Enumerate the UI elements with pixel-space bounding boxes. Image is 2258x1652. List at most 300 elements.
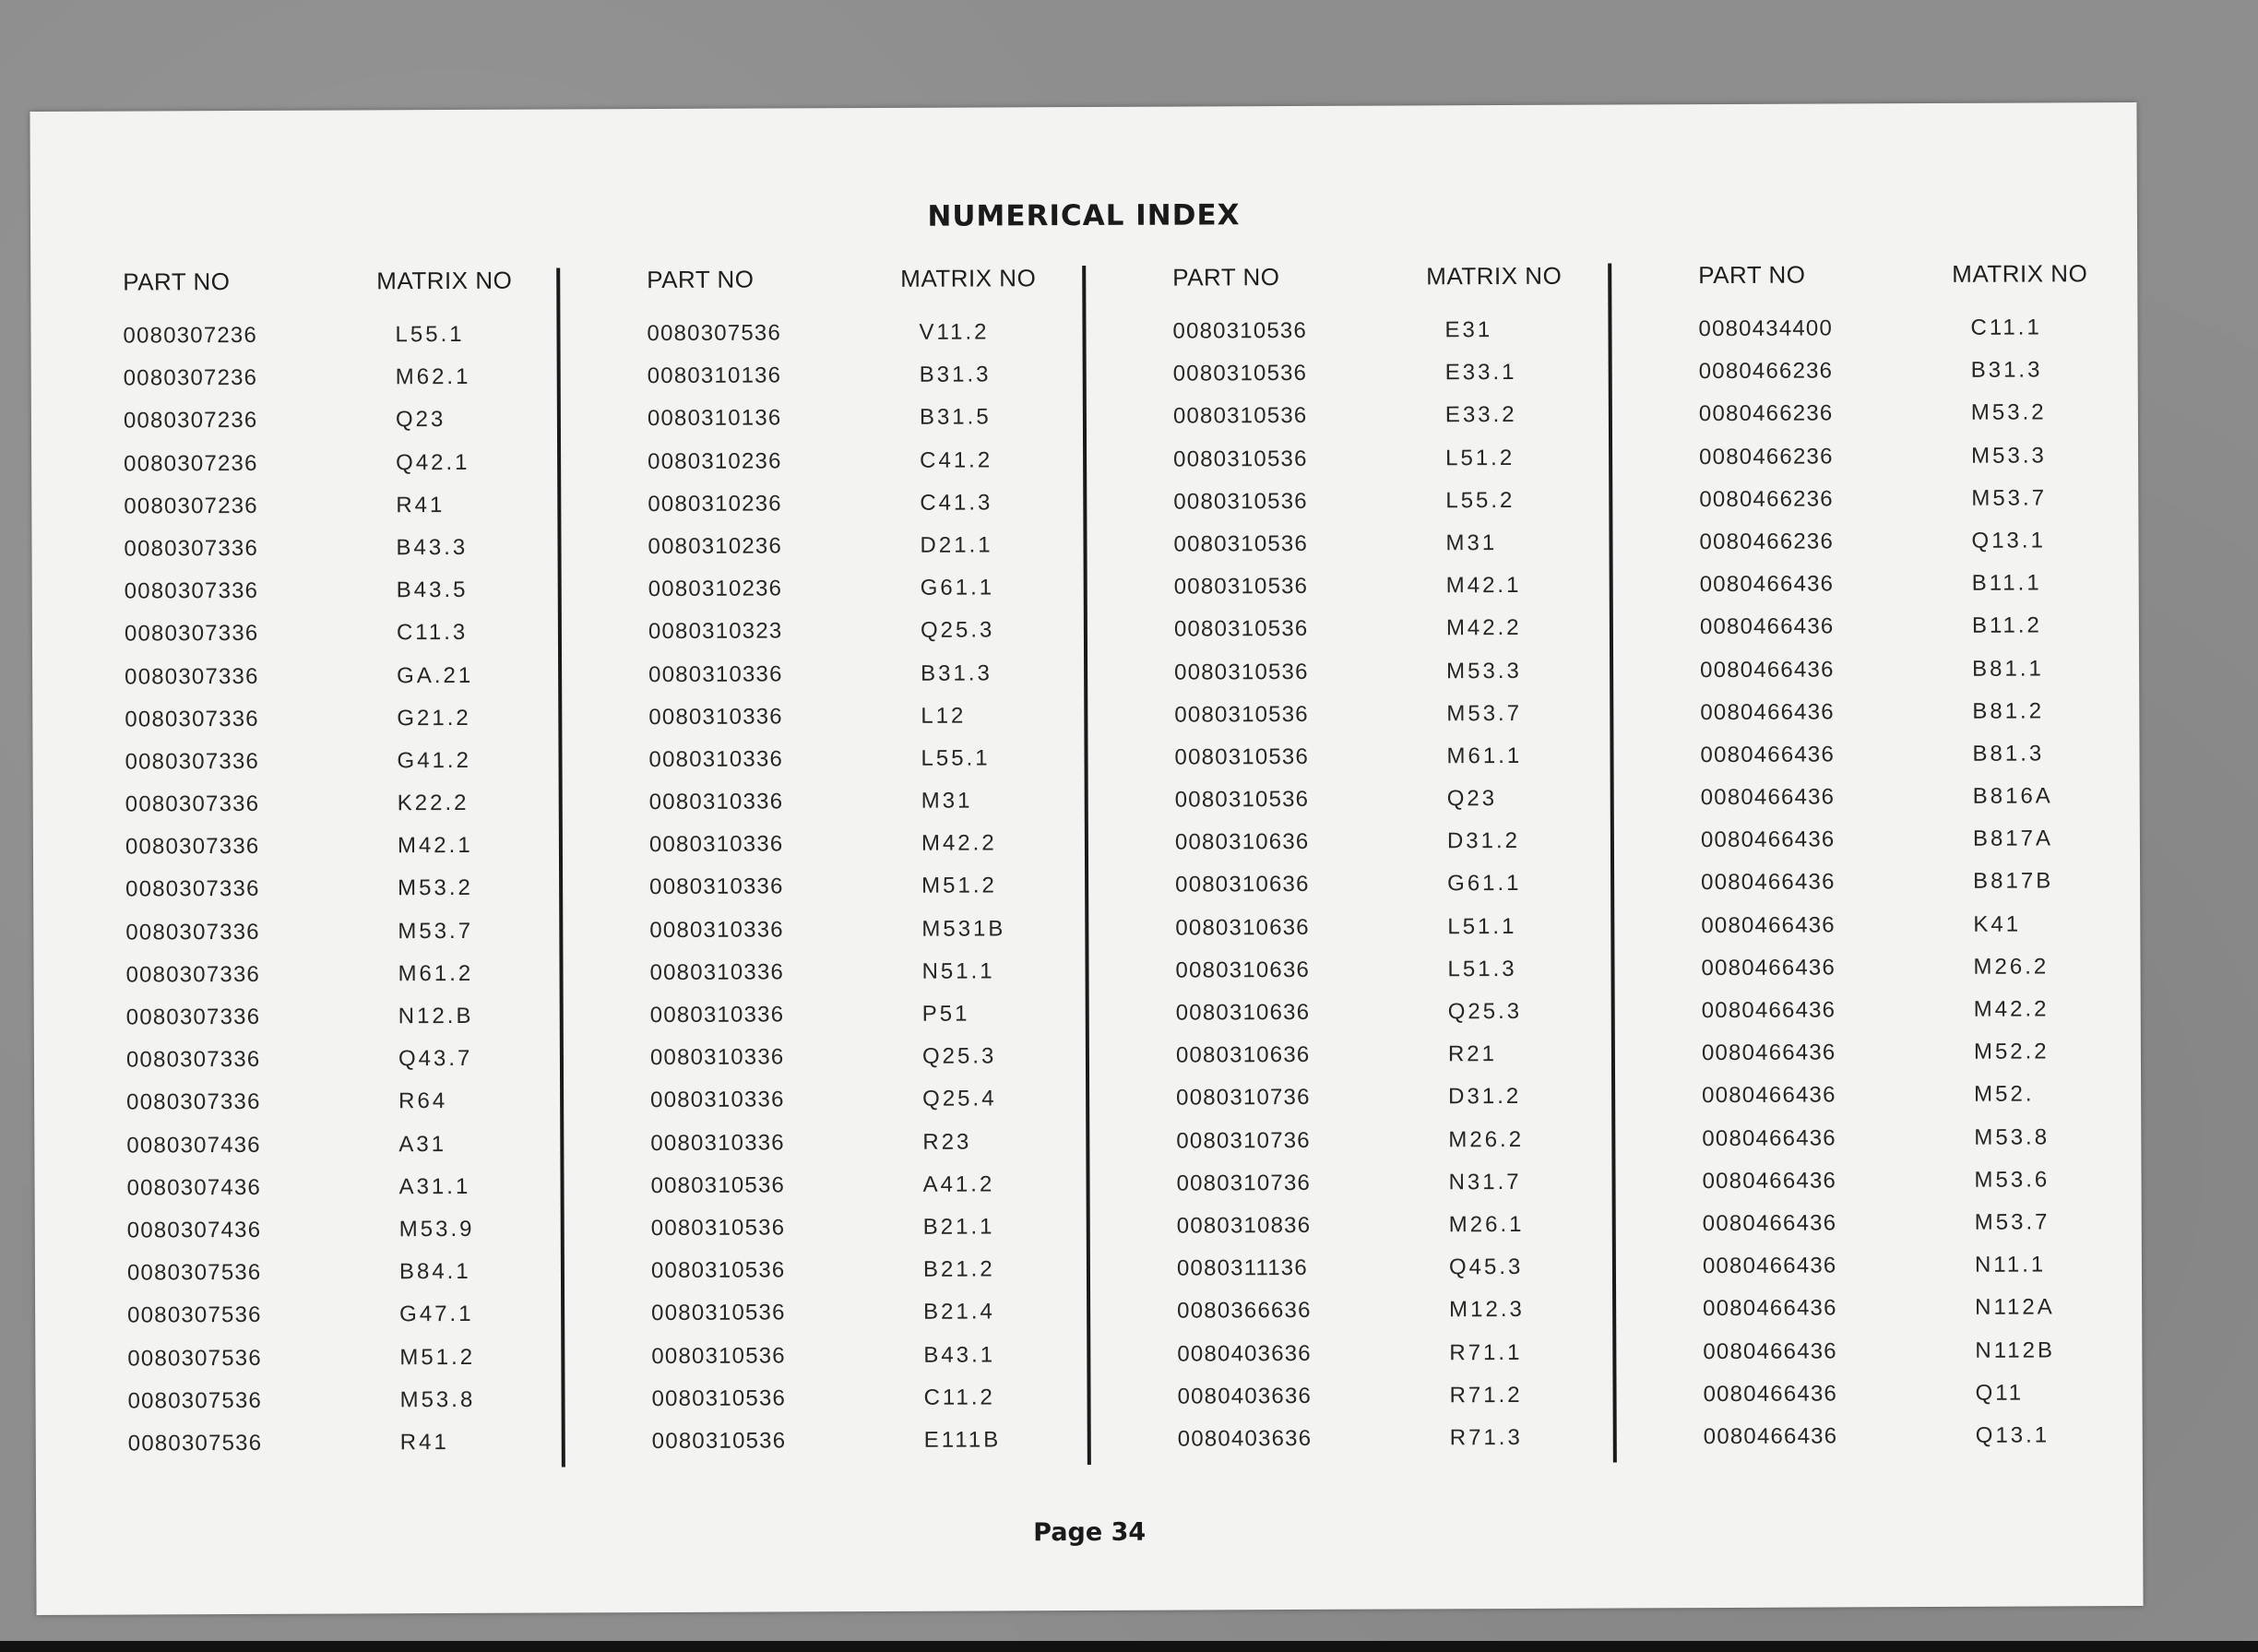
index-row — [63, 1252, 542, 1296]
matrix-number: M53.3 — [1971, 443, 2047, 469]
part-number: 0080307236 — [123, 408, 258, 434]
index-rows — [58, 315, 542, 1467]
part-number: 0080310536 — [1174, 701, 1309, 728]
part-number: 0080310536 — [1172, 317, 1308, 344]
part-number: 0080307336 — [125, 1004, 261, 1030]
matrix-number: N51.1 — [921, 958, 995, 984]
index-row — [586, 993, 1065, 1038]
part-number: 0080310536 — [1173, 574, 1309, 600]
column-divider — [556, 267, 565, 1467]
part-number: 0080310336 — [648, 831, 784, 858]
index-row — [1110, 565, 1589, 610]
index-row — [59, 484, 539, 529]
index-row — [61, 953, 541, 997]
part-number: 0080310736 — [1176, 1085, 1311, 1111]
matrix-number: E31 — [1444, 317, 1493, 343]
matrix-number: B43.1 — [923, 1341, 996, 1368]
matrix-number: M51.2 — [921, 873, 997, 899]
index-row — [60, 655, 540, 699]
part-number: 0080307336 — [125, 834, 260, 860]
matrix-number: B21.1 — [922, 1214, 995, 1240]
matrix-number: R21 — [1447, 1041, 1498, 1067]
column-divider — [1082, 266, 1091, 1465]
index-row — [60, 697, 540, 742]
index-row — [582, 312, 1062, 356]
index-row — [585, 951, 1064, 995]
matrix-number: L12 — [921, 703, 967, 729]
index-row — [1638, 1202, 2118, 1246]
index-row — [62, 996, 541, 1040]
matrix-number: G61.1 — [920, 575, 995, 600]
index-row — [1637, 989, 2117, 1033]
part-no-header: PART NO — [1172, 263, 1280, 291]
index-row — [1111, 1034, 1591, 1078]
index-row — [60, 740, 540, 784]
part-number: 0080310536 — [1173, 616, 1309, 642]
part-number: 0080311136 — [1176, 1255, 1308, 1281]
matrix-number: Q23 — [395, 407, 446, 433]
part-number: 0080307536 — [127, 1302, 262, 1328]
matrix-number: M53.2 — [398, 875, 473, 901]
index-column-3 — [1108, 262, 1593, 1462]
index-row — [1634, 478, 2114, 522]
matrix-number: L51.1 — [1447, 913, 1517, 939]
part-number: 0080466436 — [1703, 1337, 1837, 1364]
matrix-number: B817A — [1972, 826, 2054, 852]
part-number: 0080466436 — [1703, 1381, 1838, 1407]
matrix-number: Q43.7 — [398, 1046, 473, 1072]
index-row — [1637, 1075, 2117, 1119]
part-number: 0080466236 — [1699, 486, 1834, 512]
matrix-number: B81.3 — [1972, 741, 2045, 767]
part-number: 0080310336 — [650, 1129, 785, 1156]
matrix-number: M52.2 — [1973, 1039, 2050, 1064]
part-number: 0080310636 — [1175, 872, 1310, 898]
matrix-number: B11.2 — [1971, 612, 2042, 639]
part-number: 0080466436 — [1702, 1082, 1836, 1109]
index-row — [585, 909, 1064, 953]
part-number: 0080310336 — [649, 1044, 785, 1071]
matrix-number: M42.1 — [1445, 573, 1522, 599]
part-number: 0080307236 — [123, 365, 258, 391]
matrix-number: Q42.1 — [396, 449, 470, 475]
matrix-number: N31.7 — [1448, 1169, 1522, 1195]
index-row — [1113, 1417, 1593, 1461]
part-number: 0080466236 — [1698, 400, 1834, 427]
part-number: 0080466436 — [1703, 1423, 1838, 1449]
matrix-no-header: MATRIX NO — [900, 264, 1037, 292]
matrix-number: B817B — [1973, 868, 2054, 895]
index-row — [1112, 1205, 1592, 1249]
index-row — [59, 442, 539, 486]
part-number: 0080307336 — [125, 663, 259, 690]
part-number: 0080310736 — [1176, 1170, 1312, 1196]
matrix-number: B84.1 — [398, 1259, 471, 1285]
index-row — [1109, 395, 1588, 439]
matrix-number: B81.1 — [1972, 655, 2044, 682]
index-row — [1637, 1117, 2117, 1161]
index-row — [1111, 1161, 1591, 1206]
matrix-number: M53.7 — [398, 918, 474, 944]
part-no-header: PART NO — [123, 267, 231, 296]
part-number: 0080307436 — [126, 1174, 262, 1201]
part-number: 0080466436 — [1702, 1210, 1837, 1237]
part-number: 0080466436 — [1701, 997, 1836, 1024]
index-row — [584, 653, 1064, 697]
part-number: 0080310536 — [650, 1215, 786, 1242]
matrix-number: Q11 — [1975, 1380, 2025, 1406]
index-row — [586, 1078, 1065, 1123]
matrix-number: R71.1 — [1449, 1339, 1523, 1365]
index-row — [1111, 821, 1590, 865]
index-row — [1636, 862, 2116, 906]
index-row — [584, 567, 1064, 612]
part-number: 0080466436 — [1700, 826, 1836, 853]
part-number: 0080307536 — [127, 1345, 262, 1372]
matrix-number: M61.1 — [1446, 743, 1523, 769]
part-number: 0080307336 — [125, 876, 260, 902]
part-number: 0080466436 — [1700, 742, 1836, 767]
index-row — [1109, 480, 1588, 524]
index-row — [583, 397, 1063, 441]
matrix-number: L51.2 — [1445, 445, 1515, 470]
matrix-number: GA.21 — [397, 662, 474, 688]
part-number: 0080310536 — [1172, 361, 1308, 386]
part-number: 0080366636 — [1177, 1298, 1312, 1324]
part-number: 0080307336 — [125, 1047, 261, 1073]
part-number: 0080310536 — [651, 1300, 786, 1326]
matrix-number: M26.2 — [1448, 1126, 1525, 1152]
index-row — [1112, 1247, 1592, 1291]
scanned-page — [30, 102, 2143, 1615]
part-number: 0080310136 — [647, 405, 782, 432]
matrix-number: G41.2 — [397, 747, 471, 774]
matrix-number: M53.8 — [399, 1386, 476, 1412]
part-number: 0080310336 — [649, 1002, 785, 1028]
part-number: 0080310336 — [648, 789, 784, 815]
index-row — [1110, 735, 1589, 779]
matrix-number: P51 — [921, 1001, 970, 1027]
matrix-number: D31.2 — [1446, 828, 1521, 854]
index-row — [587, 1206, 1066, 1251]
index-row — [1111, 948, 1590, 992]
index-row — [1109, 437, 1588, 481]
index-row — [1638, 1373, 2118, 1417]
index-row — [584, 610, 1064, 654]
part-number: 0080466436 — [1700, 656, 1835, 683]
part-number: 0080466436 — [1702, 1125, 1836, 1151]
index-row — [587, 1377, 1066, 1421]
index-rows — [1108, 310, 1592, 1462]
index-row — [61, 910, 541, 955]
matrix-number: V11.2 — [919, 319, 990, 345]
index-row — [64, 1421, 543, 1466]
index-row — [60, 612, 540, 657]
index-row — [586, 1122, 1065, 1166]
part-number: 0080466436 — [1699, 571, 1835, 598]
matrix-number: E33.2 — [1444, 402, 1517, 428]
part-number: 0080466436 — [1701, 912, 1836, 938]
matrix-number: C11.3 — [396, 620, 469, 646]
part-number: 0080307336 — [125, 706, 259, 732]
matrix-number: B816A — [1972, 783, 2053, 809]
matrix-number: M42.2 — [1445, 615, 1522, 641]
index-row — [586, 1164, 1065, 1208]
matrix-number: M51.2 — [399, 1344, 476, 1370]
part-number: 0080403636 — [1177, 1383, 1313, 1409]
part-number: 0080434400 — [1698, 315, 1834, 342]
index-row — [58, 315, 538, 359]
matrix-number: B31.3 — [1970, 357, 2043, 383]
part-number: 0080307336 — [125, 790, 260, 817]
matrix-number: L51.3 — [1447, 956, 1517, 982]
index-row — [1635, 605, 2115, 649]
index-row — [1634, 393, 2114, 437]
index-row — [63, 1209, 542, 1254]
part-number: 0080466436 — [1702, 1168, 1837, 1194]
part-number: 0080403636 — [1177, 1340, 1312, 1367]
matrix-number: M26.2 — [1973, 954, 2050, 980]
matrix-number: B21.4 — [923, 1299, 995, 1325]
part-number: 0080307536 — [126, 1260, 262, 1286]
part-number: 0080310323 — [648, 618, 783, 645]
matrix-number: K41 — [1973, 911, 2022, 937]
index-row — [1111, 1119, 1591, 1163]
matrix-number: M53.7 — [1974, 1209, 2050, 1235]
matrix-number: K22.2 — [397, 790, 469, 816]
part-number: 0080466436 — [1700, 699, 1835, 725]
part-number: 0080307536 — [647, 320, 782, 347]
matrix-number: R64 — [398, 1088, 448, 1114]
matrix-number: Q13.1 — [1971, 528, 2046, 553]
matrix-number: R71.3 — [1449, 1424, 1523, 1451]
part-number: 0080310236 — [648, 491, 782, 517]
matrix-number: M53.3 — [1446, 658, 1522, 683]
index-row — [1111, 778, 1590, 823]
index-row — [1639, 1415, 2119, 1459]
index-row — [585, 866, 1064, 910]
matrix-number: M53.7 — [1971, 485, 2048, 511]
index-row — [1636, 818, 2116, 862]
matrix-number: D21.1 — [920, 532, 993, 558]
part-number: 0080310536 — [650, 1172, 786, 1198]
matrix-number: M31 — [921, 788, 973, 814]
column-header — [1634, 259, 2113, 298]
index-row — [1636, 904, 2116, 948]
index-row — [63, 1294, 542, 1338]
index-row — [587, 1335, 1066, 1379]
index-row — [1634, 435, 2114, 480]
part-number: 0080310236 — [648, 576, 783, 602]
part-number: 0080403636 — [1177, 1425, 1313, 1452]
matrix-number: Q45.3 — [1448, 1254, 1524, 1280]
index-row — [1111, 992, 1591, 1036]
matrix-number: R71.2 — [1449, 1382, 1523, 1408]
matrix-number: Q25.3 — [1447, 998, 1523, 1025]
index-rows — [582, 312, 1066, 1464]
index-row — [584, 695, 1064, 740]
matrix-number: N112A — [1975, 1294, 2055, 1321]
part-number: 0080307336 — [125, 961, 261, 988]
matrix-number: B43.5 — [396, 577, 469, 603]
index-row — [59, 399, 539, 444]
index-row — [1108, 310, 1587, 354]
matrix-number: Q13.1 — [1975, 1422, 2050, 1448]
part-number: 0080466436 — [1701, 955, 1836, 981]
matrix-number: M53.9 — [398, 1216, 475, 1242]
matrix-number: L55.2 — [1445, 487, 1515, 514]
matrix-number: G61.1 — [1447, 871, 1522, 897]
matrix-number: M53.2 — [1970, 399, 2047, 426]
index-row — [1109, 352, 1588, 397]
index-row — [60, 570, 540, 614]
matrix-number: Q25.3 — [920, 617, 995, 644]
part-number: 0080307336 — [124, 621, 259, 647]
page-number: Page 34 — [1033, 1517, 1147, 1548]
matrix-number: A31.1 — [398, 1173, 471, 1200]
part-number: 0080307236 — [123, 322, 258, 349]
index-column-4 — [1634, 259, 2119, 1459]
matrix-number: C41.2 — [920, 447, 993, 473]
part-no-header: PART NO — [1698, 260, 1806, 290]
column-header — [1108, 262, 1587, 301]
index-row — [584, 738, 1064, 782]
part-number: 0080310336 — [649, 917, 784, 943]
index-row — [1112, 1290, 1592, 1334]
part-number: 0080310236 — [648, 448, 782, 474]
index-row — [61, 868, 541, 912]
index-row — [1634, 307, 2113, 351]
column-header — [58, 267, 538, 305]
part-number: 0080307336 — [126, 1089, 261, 1115]
index-row — [1635, 733, 2115, 778]
part-number: 0080310536 — [1174, 743, 1310, 770]
part-no-header: PART NO — [647, 265, 755, 294]
index-row — [1110, 608, 1589, 652]
part-number: 0080310536 — [1173, 530, 1309, 557]
matrix-number: B11.1 — [1971, 570, 2042, 596]
part-number: 0080307536 — [127, 1387, 263, 1414]
matrix-number: N112B — [1975, 1337, 2056, 1363]
part-number: 0080307336 — [124, 535, 259, 562]
scanner-edge — [0, 1641, 2258, 1652]
matrix-number: M26.1 — [1448, 1211, 1525, 1238]
part-number: 0080307436 — [126, 1217, 262, 1243]
index-row — [1638, 1287, 2118, 1331]
matrix-number: M53.6 — [1974, 1167, 2050, 1193]
part-number: 0080310536 — [651, 1428, 787, 1454]
index-row — [583, 354, 1063, 398]
matrix-number: E111B — [923, 1427, 1002, 1453]
part-number: 0080466236 — [1699, 529, 1835, 555]
matrix-number: C11.1 — [1970, 315, 2042, 340]
matrix-number: B31.5 — [919, 404, 992, 431]
matrix-number: A31 — [398, 1131, 447, 1157]
index-row — [588, 1420, 1067, 1464]
part-number: 0080310536 — [1173, 446, 1308, 472]
matrix-no-header: MATRIX NO — [1426, 261, 1563, 291]
part-number: 0080310236 — [648, 533, 783, 560]
page-title: NUMERICAL INDEX — [927, 198, 1241, 233]
index-row — [583, 440, 1063, 484]
matrix-number: R23 — [922, 1129, 972, 1155]
part-number: 0080307336 — [125, 919, 260, 945]
part-number: 0080310636 — [1175, 957, 1311, 983]
part-number: 0080310536 — [651, 1385, 787, 1411]
part-number: 0080310536 — [650, 1257, 786, 1284]
index-row — [62, 1081, 541, 1125]
matrix-number: Q25.4 — [922, 1086, 997, 1112]
matrix-number: N11.1 — [1974, 1252, 2047, 1278]
column-divider — [1608, 264, 1617, 1463]
matrix-number: B31.3 — [921, 660, 992, 686]
part-number: 0080310336 — [648, 746, 784, 772]
part-number: 0080310836 — [1176, 1212, 1312, 1239]
index-row — [61, 826, 541, 870]
index-row — [63, 1337, 542, 1381]
matrix-number: M61.2 — [398, 960, 474, 987]
index-row — [1110, 650, 1589, 695]
index-row — [585, 823, 1064, 867]
index-row — [62, 1039, 541, 1083]
matrix-number: B31.3 — [919, 362, 992, 387]
part-number: 0080307536 — [127, 1430, 263, 1456]
part-number: 0080466236 — [1699, 444, 1834, 469]
matrix-number: G21.2 — [397, 705, 471, 731]
matrix-number: C41.3 — [920, 490, 993, 516]
matrix-number: A41.2 — [922, 1171, 995, 1197]
matrix-number: C11.2 — [923, 1385, 995, 1410]
matrix-number: G47.1 — [399, 1301, 474, 1327]
index-row — [1634, 520, 2114, 565]
index-row — [59, 357, 539, 401]
part-number: 0080310336 — [650, 1087, 785, 1113]
index-row — [1109, 523, 1588, 567]
matrix-number: M12.3 — [1449, 1297, 1525, 1323]
index-row — [1111, 906, 1590, 950]
index-row — [61, 783, 541, 827]
index-row — [585, 780, 1064, 825]
matrix-number: B81.2 — [1972, 698, 2045, 724]
index-row — [1638, 1330, 2118, 1374]
part-number: 0080310536 — [1173, 488, 1308, 515]
part-number: 0080310536 — [1174, 787, 1310, 813]
matrix-number: Q23 — [1446, 786, 1498, 812]
part-number: 0080310636 — [1174, 829, 1310, 855]
matrix-number: B21.2 — [922, 1256, 995, 1282]
index-row — [59, 528, 539, 572]
matrix-number: L55.1 — [395, 321, 465, 348]
matrix-number: M31 — [1445, 529, 1498, 556]
index-row — [1638, 1244, 2118, 1289]
index-row — [583, 482, 1063, 527]
matrix-number: N12.B — [398, 1003, 474, 1029]
matrix-number: B43.3 — [396, 534, 469, 561]
matrix-number: R41 — [396, 492, 446, 518]
index-row — [587, 1249, 1066, 1293]
index-row — [1112, 1332, 1592, 1376]
matrix-number: M53.8 — [1974, 1124, 2050, 1150]
part-number: 0080307336 — [124, 578, 259, 604]
matrix-no-header: MATRIX NO — [1952, 259, 2088, 288]
matrix-number: M42.1 — [397, 833, 473, 859]
index-row — [1110, 693, 1589, 737]
index-row — [1111, 1076, 1591, 1121]
part-number: 0080310536 — [651, 1342, 786, 1369]
part-number: 0080310336 — [649, 959, 785, 985]
part-number: 0080310636 — [1175, 999, 1311, 1026]
index-row — [1111, 863, 1590, 908]
